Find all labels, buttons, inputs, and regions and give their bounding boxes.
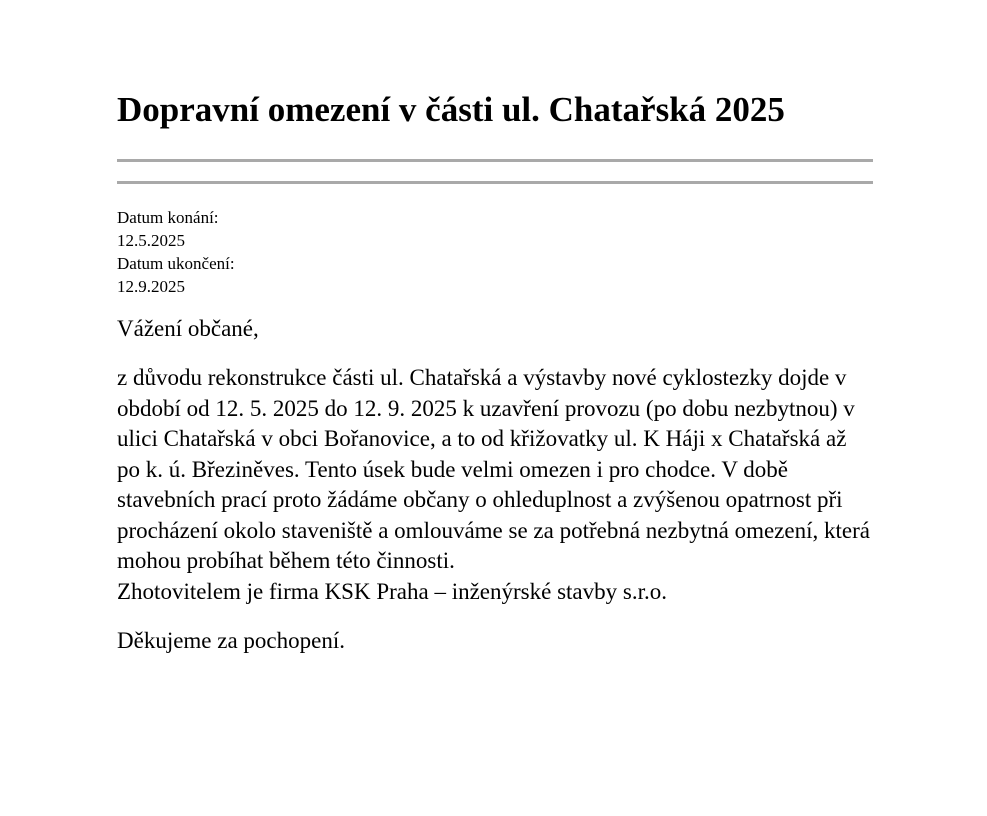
article-body [117,363,873,607]
start-date-label: Datum konání: [117,208,219,227]
end-date-value: 12.9.2025 [117,277,185,296]
greeting: Vážení občané, [117,316,259,341]
end-date-label: Datum ukončení: [117,254,235,273]
divider-top [117,159,873,162]
start-date-value: 12.5.2025 [117,231,185,250]
article [117,88,873,656]
event-dates [117,206,873,298]
divider-bottom [117,181,873,184]
body-paragraph: z důvodu rekonstrukce části ul. Chatařská a výstavby nové cyklostezky dojde v období od 12. 5. 2025 do 12. 9. 2025 k uzavření provozu (po dobu nezbytnou) v ulici Chatařská v obci Bořanovice, a to od křižovatky ul. K Háji x Chatařská až po k. ú. Březiněves. Tento úsek bude velmi omezen i pro chodce. V době stavebních prací proto žádáme občany o ohleduplnost a zvýšenou opatrnost při procházení okolo staveniště a omlouváme se za potřebná nezbytná omezení, která mohou probíhat během této činnosti. [117,365,870,573]
article-title: Dopravní omezení v části ul. Chatařská 2025 [117,90,785,129]
thanks-line: Děkujeme za pochopení. [117,628,345,653]
contractor-line: Zhotovitelem je firma KSK Praha – inženýrské stavby s.r.o. [117,578,667,604]
